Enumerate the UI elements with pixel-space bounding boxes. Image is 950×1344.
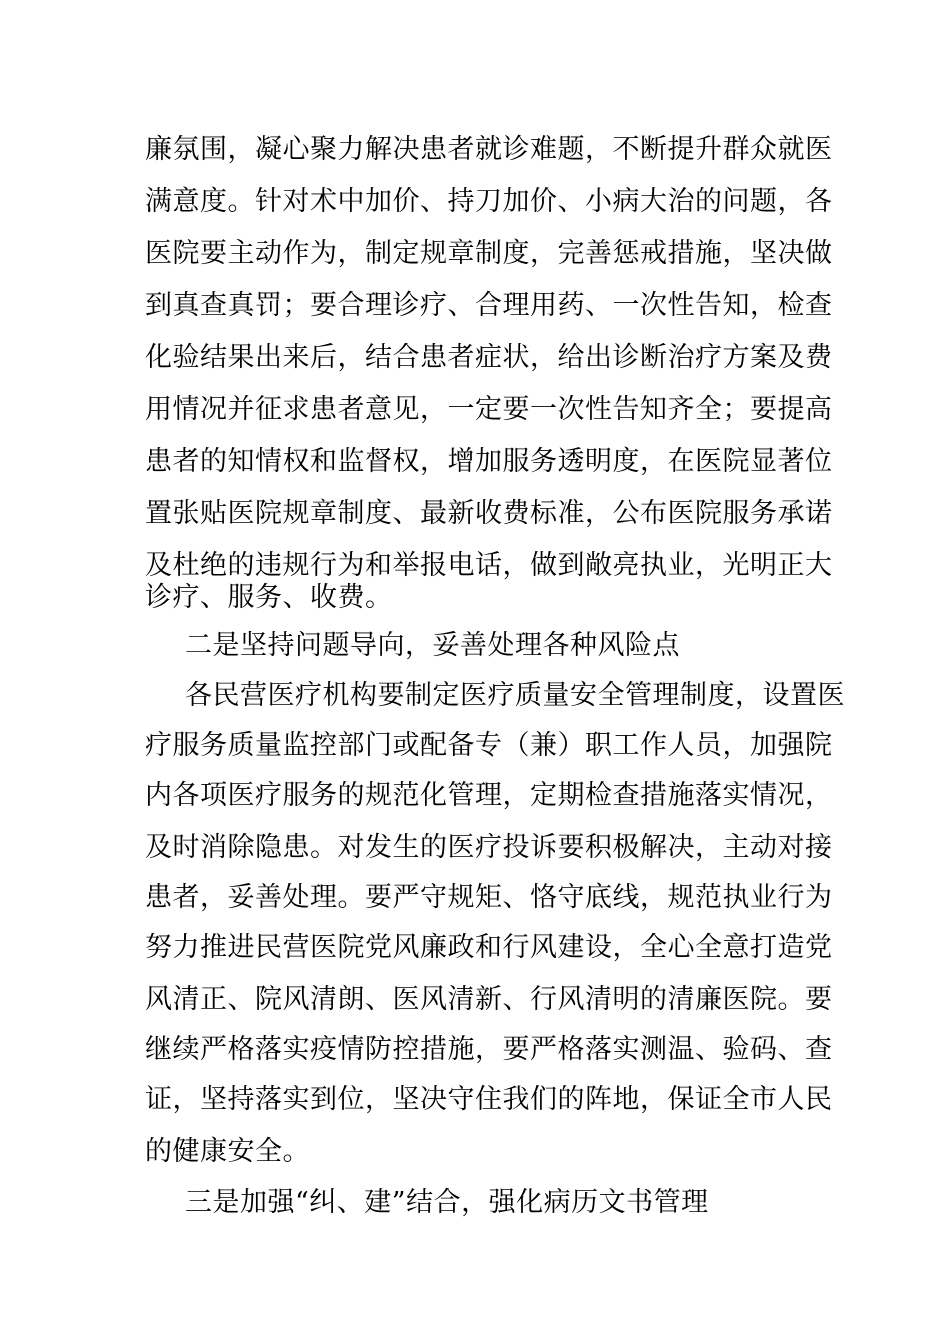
text-line: 的健康安全。 — [145, 1136, 310, 1167]
text-line: 医院要主动作为，制定规章制度，完善惩戒措施，坚决做 — [145, 238, 833, 269]
text-line: 内各项医疗服务的规范化管理，定期检查措施落实情况， — [145, 780, 833, 811]
text-line: 证，坚持落实到位，坚决守住我们的阵地，保证全市人民 — [145, 1084, 833, 1115]
text-line: 患者，妥善处理。要严守规矩、恪守底线，规范执业行为 — [145, 882, 833, 913]
text-line: 各民营医疗机构要制定医疗质量安全管理制度，设置医 — [185, 680, 845, 711]
text-line: 继续严格落实疫情防控措施，要严格落实测温、验码、查 — [145, 1034, 833, 1065]
text-line: 及时消除隐患。对发生的医疗投诉要积极解决，主动对接 — [145, 832, 833, 863]
text-line: 到真查真罚；要合理诊疗、合理用药、一次性告知，检查 — [145, 290, 833, 321]
text-line: 努力推进民营医院党风廉政和行风建设，全心全意打造党 — [145, 932, 833, 963]
text-line: 置张贴医院规章制度、最新收费标准，公布医院服务承诺 — [145, 498, 833, 529]
section-heading: 三是加强“纠、建”结合，强化病历文书管理 — [185, 1187, 709, 1218]
text-line: 诊疗、服务、收费。 — [145, 582, 393, 613]
text-line: 化验结果出来后，结合患者症状，给出诊断治疗方案及费 — [145, 342, 833, 373]
text-line: 患者的知情权和监督权，增加服务透明度，在医院显著位 — [145, 446, 833, 477]
section-heading: 二是坚持问题导向，妥善处理各种风险点 — [185, 630, 680, 661]
text-line: 廉氛围，凝心聚力解决患者就诊难题，不断提升群众就医 — [145, 134, 833, 165]
text-line: 疗服务质量监控部门或配备专（兼）职工作人员，加强院 — [145, 730, 833, 761]
text-line: 及杜绝的违规行为和举报电话，做到敞亮执业，光明正大 — [145, 550, 833, 581]
text-line: 风清正、院风清朗、医风清新、行风清明的清廉医院。要 — [145, 984, 833, 1015]
text-line: 满意度。针对术中加价、持刀加价、小病大治的问题，各 — [145, 186, 833, 217]
text-line: 用情况并征求患者意见，一定要一次性告知齐全；要提高 — [145, 394, 833, 425]
